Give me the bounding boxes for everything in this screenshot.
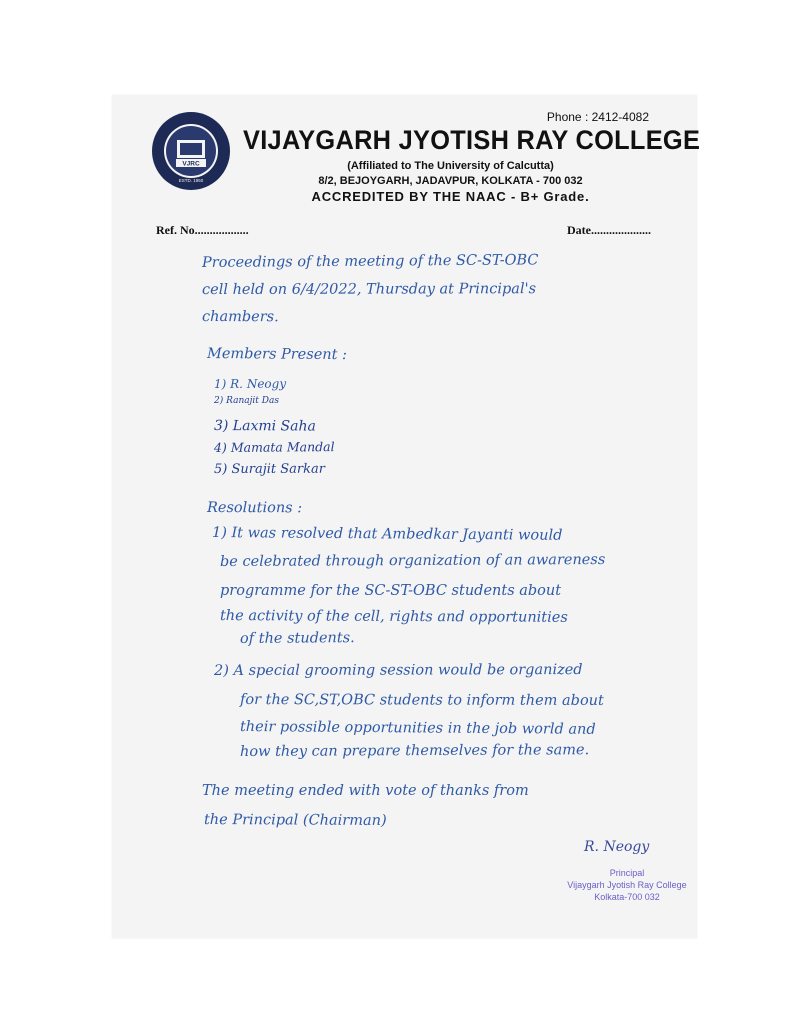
- stamp-college: Vijaygarh Jyotish Ray College: [567, 880, 687, 890]
- college-name: VIJAYGARH JYOTISH RAY COLLEGE: [243, 125, 701, 155]
- closing-line-2: the Principal (Chairman): [203, 812, 387, 829]
- member-4: 4) Mamata Mandal: [213, 439, 335, 455]
- date-label: Date....................: [567, 223, 651, 237]
- minutes-line-2: cell held on 6/4/2022, Thursday at Principal's: [201, 281, 537, 298]
- ref-number-label: Ref. No..................: [156, 223, 249, 237]
- resolution-1-line-5: of the students.: [239, 630, 355, 647]
- members-heading: Members Present :: [206, 346, 348, 364]
- resolution-2-line-3: their possible opportunities in the job world and: [239, 719, 596, 738]
- stamp-city: Kolkata-700 032: [594, 892, 660, 902]
- letter-page: [112, 95, 701, 938]
- resolutions-heading: Resolutions :: [206, 500, 303, 517]
- phone-number: Phone : 2412-4082: [546, 110, 649, 124]
- minutes-line-3: chambers.: [201, 309, 279, 326]
- principal-signature: R. Neogy: [584, 839, 650, 855]
- resolution-2-line-2: for the SC,ST,OBC students to inform them about: [239, 692, 604, 709]
- logo-estd: ESTD. 1950: [178, 178, 204, 183]
- affiliation: (Affiliated to The University of Calcutta): [347, 160, 554, 172]
- member-3: 3) Laxmi Saha: [213, 418, 316, 435]
- closing-line-1: The meeting ended with vote of thanks from: [202, 783, 529, 799]
- resolution-1-line-1: 1) It was resolved that Ambedkar Jayanti would: [211, 525, 563, 544]
- member-5: 5) Surajit Sarkar: [213, 461, 326, 477]
- stamp-title: Principal: [609, 868, 645, 878]
- principal-stamp: [562, 867, 692, 903]
- resolution-1-line-4: the activity of the cell, rights and opportunities: [219, 608, 568, 626]
- resolution-2-line-4: how they can prepare themselves for the same.: [239, 742, 590, 760]
- logo-mark: VJRC: [182, 160, 200, 168]
- resolution-1-line-2: be celebrated through organization of an awareness: [219, 551, 606, 570]
- member-1: 1) R. Neogy: [213, 376, 287, 391]
- accreditation: ACCREDITED BY THE NAAC - B+ Grade.: [311, 189, 590, 204]
- resolution-2-line-1: 2) A special grooming session would be organized: [213, 662, 583, 679]
- resolution-1-line-3: programme for the SC-ST-OBC students about: [220, 583, 562, 599]
- minutes-line-1: Proceedings of the meeting of the SC-ST-OBC: [201, 252, 539, 271]
- address: 8/2, BEJOYGARH, JADAVPUR, KOLKATA - 700 032: [318, 175, 583, 187]
- member-2: 2) Ranajit Das: [214, 396, 279, 406]
